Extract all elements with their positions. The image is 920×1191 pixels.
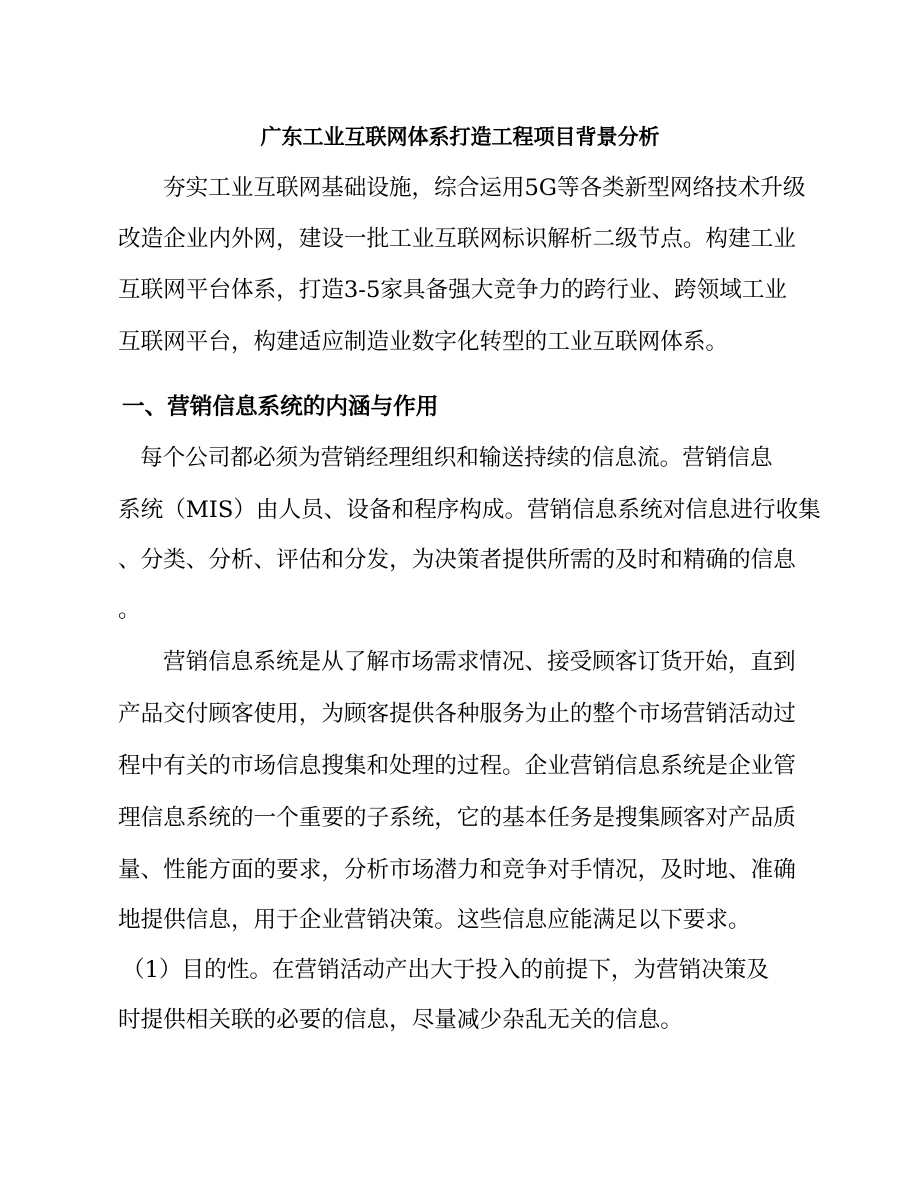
paragraph-line: 互联网平台，构建适应制造业数字化转型的工业互联网体系。 xyxy=(118,329,729,355)
paragraph-line: 营销信息系统是从了解市场需求情况、接受顾客订货开始，直到 xyxy=(163,649,796,675)
paragraph-line: 改造企业内外网，建设一批工业互联网标识解析二级节点。构建工业 xyxy=(118,226,796,252)
paragraph-line: 量、性能方面的要求，分析市场潜力和竞争对手情况，及时地、准确 xyxy=(118,857,796,883)
paragraph-line: 时提供相关联的必要的信息，尽量减少杂乱无关的信息。 xyxy=(118,1007,683,1033)
paragraph-line: 程中有关的市场信息搜集和处理的过程。企业营销信息系统是企业管 xyxy=(118,753,796,779)
paragraph-line: 产品交付顾客使用，为顾客提供各种服务为止的整个市场营销活动过 xyxy=(118,701,796,727)
paragraph-line: （1）目的性。在营销活动产出大于投入的前提下，为营销决策及 xyxy=(122,957,769,983)
paragraph-line: 夯实工业互联网基础设施，综合运用5G等各类新型网络技术升级 xyxy=(163,175,806,201)
paragraph-line: 地提供信息，用于企业营销决策。这些信息应能满足以下要求。 xyxy=(118,907,751,933)
paragraph-line: 理信息系统的一个重要的子系统，它的基本任务是搜集顾客对产品质 xyxy=(118,805,796,831)
section-heading: 一、营销信息系统的内涵与作用 xyxy=(122,394,439,420)
document-title: 广东工业互联网体系打造工程项目背景分析 xyxy=(260,124,660,149)
paragraph-line: 每个公司都必须为营销经理组织和输送持续的信息流。营销信息 xyxy=(140,445,773,471)
paragraph-line: 、分类、分析、评估和分发，为决策者提供所需的及时和精确的信息 xyxy=(118,547,796,573)
paragraph-line: 。 xyxy=(118,597,141,623)
paragraph-line: 互联网平台体系，打造3-5家具备强大竞争力的跨行业、跨领域工业 xyxy=(118,277,788,303)
paragraph-line: 系统（MIS）由人员、设备和程序构成。营销信息系统对信息进行收集 xyxy=(118,497,821,523)
